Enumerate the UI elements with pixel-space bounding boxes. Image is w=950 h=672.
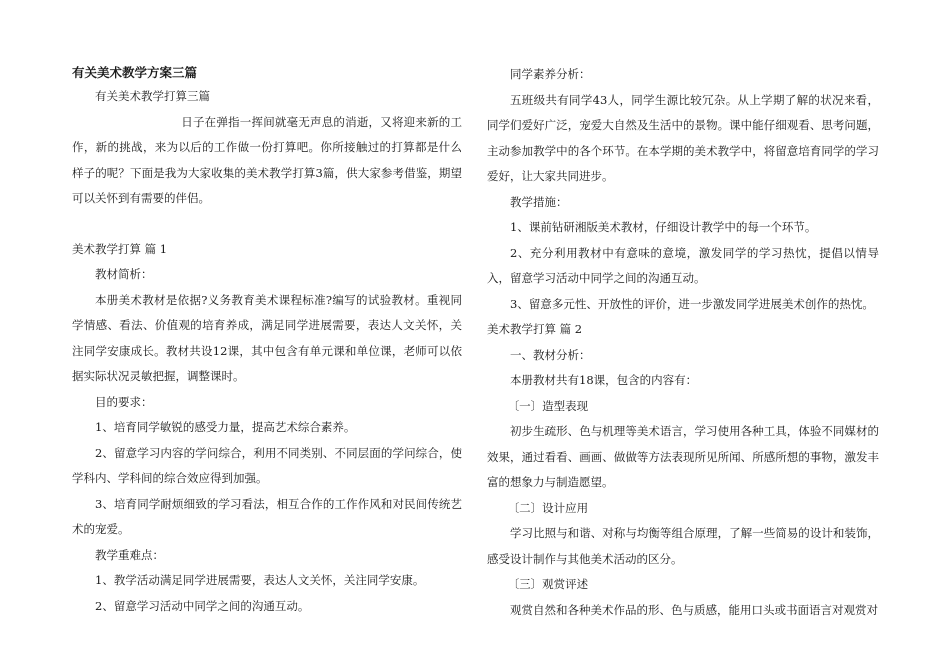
subsection-paragraph: 初步生疏形、色与机理等美术语言，学习使用各种工具，体验不同媒材的效果，通过看看、画画、做做等方法表现所见所闻、所感所想的事物，激发丰富的想象力与制造愿望。 (487, 424, 879, 489)
textbook-analysis-label: 一、教材分析： (510, 347, 591, 362)
key-point-item: 2、留意学习活动中同学之间的沟通互动。 (95, 598, 310, 613)
measure-item: 3、留意多元性、开放性的评价，进一步激发同学进展美术创作的热忱。 (510, 296, 874, 311)
section-heading-plan-2: 美术教学打算 篇 2 (487, 322, 583, 336)
subsection-label: 〔二〕设计应用 (507, 500, 589, 515)
left-column (72, 62, 462, 619)
goals-label: 目的要求： (95, 394, 153, 409)
analysis-label: 教材简析： (95, 267, 153, 281)
intro-paragraph: 日子在弹指一挥间就毫无声息的消逝，又将迎来新的工作，新的挑战，来为以后的工作做一份打算吧。你所接触过的打算都是什么样子的呢？下面是我为大家收集的美术教学打算3篇，供大家参考借鉴，期望可以关怀到有需要的伴侣。 (72, 114, 462, 205)
students-paragraph: 五班级共有同学43人，同学生源比较冗杂。从上学期了解的状况来看，同学们爱好广泛，宠爱大自然及生活中的景物。课中能仔细观看、思考问题，主动参加教学中的各个环节。在本学期的美术教学中，将留意培育同学的学习爱好，让大家共同进步。 (487, 92, 879, 183)
right-column (487, 62, 879, 623)
measures-label: 教学措施： (510, 194, 568, 209)
key-point-item: 1、教学活动满足同学进展需要，表达人文关怀，关注同学安康。 (95, 573, 425, 587)
measure-item: 2、充分利用教材中有意味的意境，激发同学的学习热忱，提倡以情导入，留意学习活动中同学之间的沟通互动。 (487, 245, 879, 285)
lessons-count: 本册教材共有18课，包含的内容有： (510, 373, 698, 387)
goal-item: 2、留意学习内容的学问综合，利用不同类别、不同层面的学问综合，使学科内、学科间的综合效应得到加强。 (72, 445, 462, 485)
subsection-paragraph: 学习比照与和谐、对称与均衡等组合原理，了解一些简易的设计和装饰，感受设计制作与其他美术活动的区分。 (487, 526, 879, 566)
key-points-label: 教学重难点： (95, 547, 164, 562)
section-heading-plan-1: 美术教学打算 篇 1 (72, 241, 168, 256)
document-subtitle: 有关美术教学打算三篇 (95, 89, 210, 103)
goal-item: 1、培育同学敏锐的感受力量，提高艺术综合素养。 (95, 420, 356, 434)
measure-item: 1、课前钻研湘版美术教材，仔细设计教学中的每一个环节。 (510, 220, 817, 234)
subsection-label: 〔三〕观赏评述 (507, 577, 589, 591)
goal-item: 3、培育同学耐烦细致的学习看法，相互合作的工作作风和对民间传统艺术的宠爱。 (72, 496, 462, 536)
analysis-paragraph: 本册美术教材是依据?义务教育美术课程标准?编写的试验教材。重视同学情感、看法、价值观的培育养成，满足同学进展需要，表达人文关怀，关注同学安康成长。教材共设12课，其中包含有单元课和单位课，老师可以依据实际状况灵敏把握，调整课时。 (72, 292, 462, 383)
subsection-paragraph: 观赏自然和各种美术作品的形、色与质感，能用口头或书面语言对观赏对 (510, 602, 878, 617)
subsection-label: 〔一〕造型表现 (507, 398, 589, 413)
document-title: 有关美术教学方案三篇 (72, 65, 198, 80)
blank-line (72, 212, 462, 237)
students-label: 同学素养分析： (510, 67, 591, 81)
